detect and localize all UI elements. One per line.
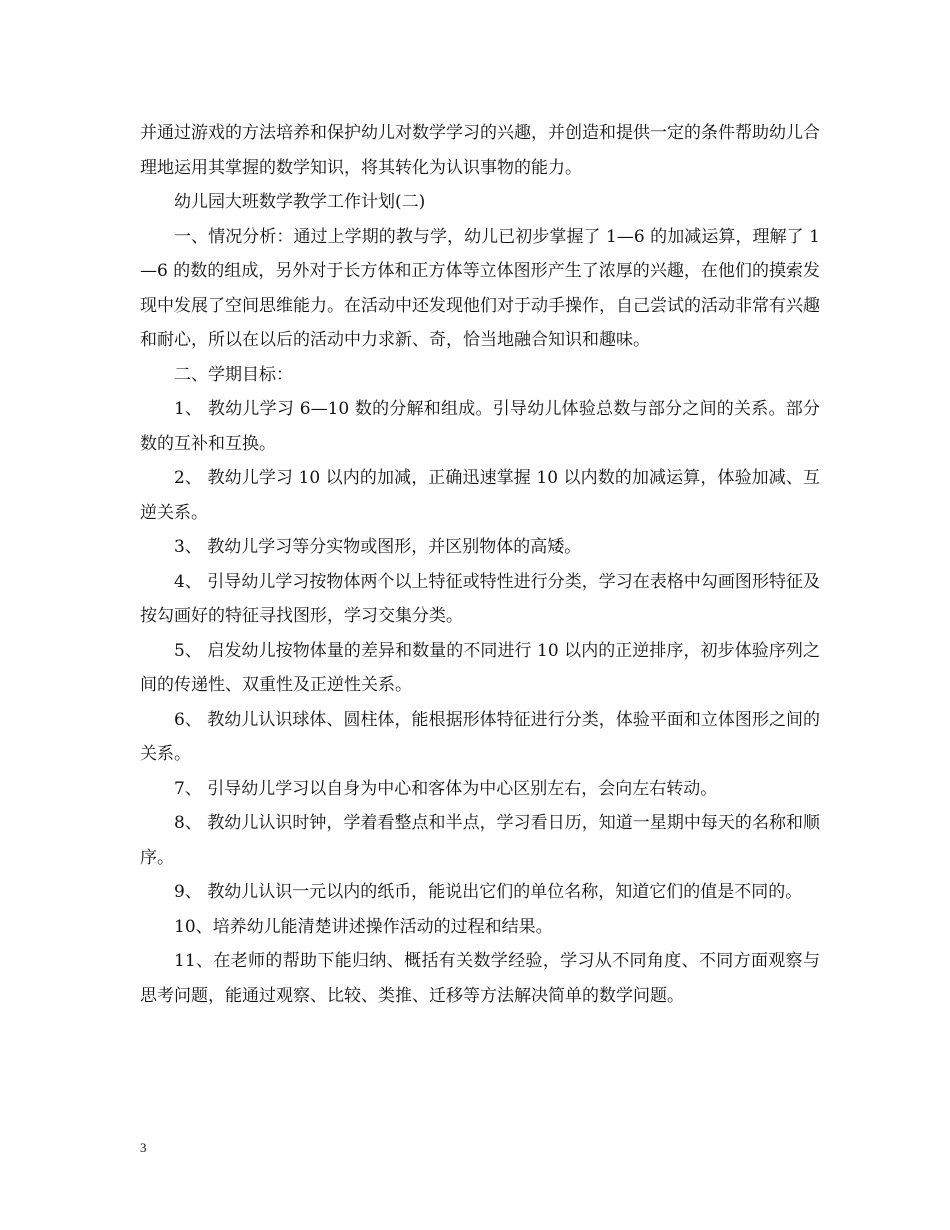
paragraph-situation-analysis: 一、情况分析：通过上学期的教与学，幼儿已初步掌握了 1—6 的加减运算，理解了 1—6 的数的组成，另外对于长方体和正方体等立体图形产生了浓厚的兴趣，在他们的摸索发现中发展了空间思维能力。在活动中还发现他们对于动手操作，自己尝试的活动非常有兴趣和耐心，所以在以后的活动中力求新、奇，恰当地融合知识和趣味。 (140, 226, 820, 350)
section-title: 幼儿园大班数学教学工作计划(二) (174, 192, 426, 212)
goal-item-5: 5、 启发幼儿按物体量的差异和数量的不同进行 10 以内的正逆排序，初步体验序列之间的传递性、双重性及正逆性关系。 (140, 640, 820, 695)
goal-item-8: 8、 教幼儿认识时钟，学着看整点和半点，学习看日历，知道一星期中每天的名称和顺序。 (140, 813, 820, 868)
section-heading-goals: 二、学期目标： (174, 364, 293, 385)
goal-item-6: 6、 教幼儿认识球体、圆柱体，能根据形体特征进行分类，体验平面和立体图形之间的关系。 (140, 709, 820, 764)
goal-item-10: 10、培养幼儿能清楚讲述操作活动的过程和结果。 (174, 916, 553, 937)
goal-item-1: 1、 教幼儿学习 6—10 数的分解和组成。引导幼儿体验总数与部分之间的关系。部分数的互补和互换。 (140, 399, 820, 454)
goal-item-11: 11、在老师的帮助下能归纳、概括有关数学经验，学习从不同角度、不同方面观察与思考问题，能通过观察、比较、类推、迁移等方法解决简单的数学问题。 (140, 951, 820, 1006)
goal-item-2: 2、 教幼儿学习 10 以内的加减，正确迅速掌握 10 以内数的加减运算，体验加减、互逆关系。 (140, 468, 820, 523)
goal-item-4: 4、 引导幼儿学习按物体两个以上特征或特性进行分类，学习在表格中勾画图形特征及按勾画好的特征寻找图形，学习交集分类。 (140, 571, 820, 626)
page-number: 3 (140, 1140, 147, 1155)
goal-item-7: 7、 引导幼儿学习以自身为中心和客体为中心区别左右，会向左右转动。 (174, 778, 718, 799)
paragraph-intro-continuation: 并通过游戏的方法培养和保护幼儿对数学学习的兴趣，并创造和提供一定的条件帮助幼儿合理地运用其掌握的数学知识，将其转化为认识事物的能力。 (140, 123, 820, 178)
goal-item-3: 3、 教幼儿学习等分实物或图形，并区别物体的高矮。 (174, 537, 582, 557)
goal-item-9: 9、 教幼儿认识一元以内的纸币，能说出它们的单位名称，知道它们的值是不同的。 (174, 882, 803, 902)
document-body (140, 116, 820, 1013)
